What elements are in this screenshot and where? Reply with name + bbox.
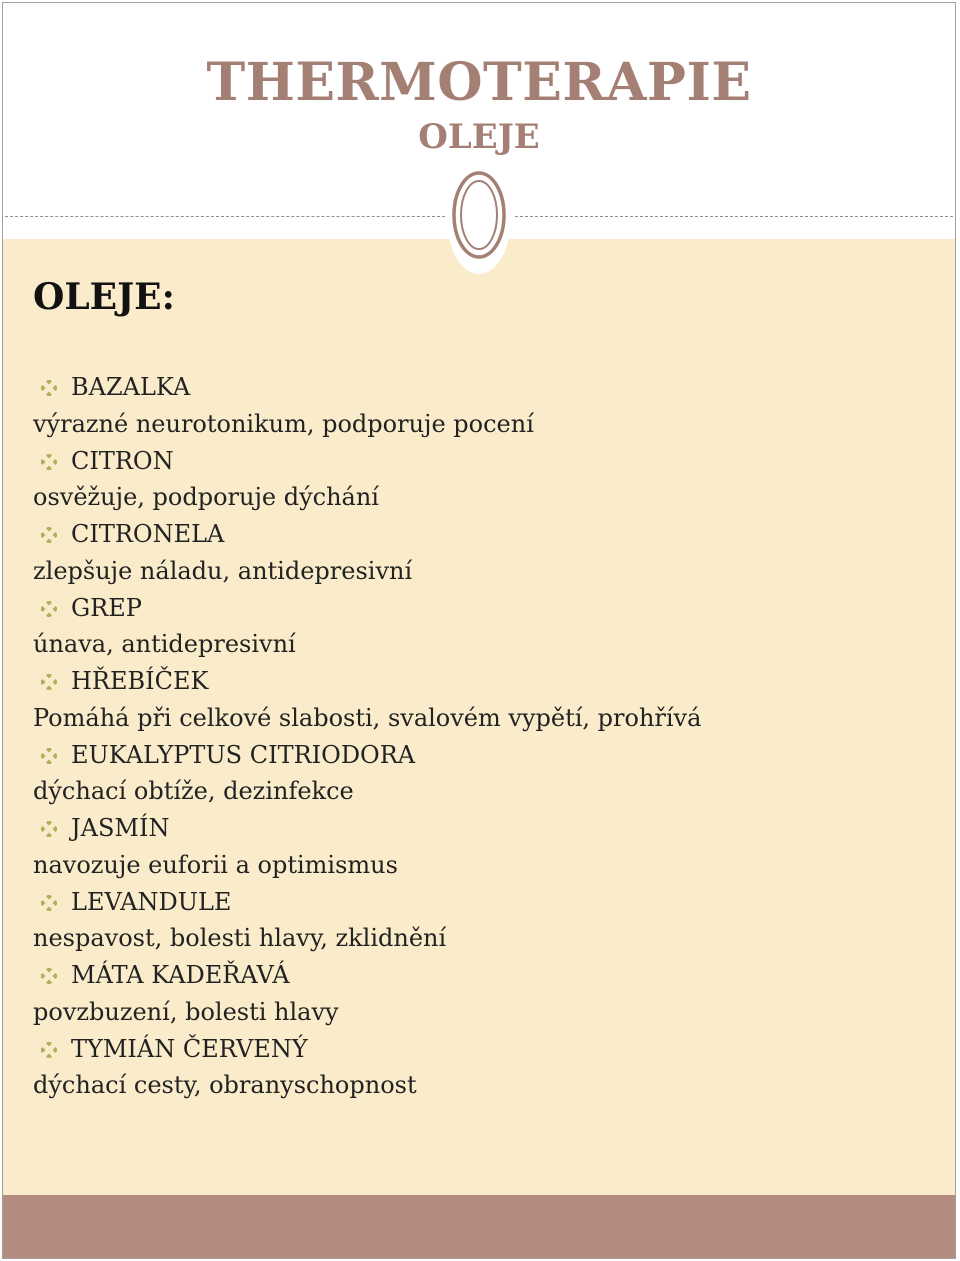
oil-item (33, 957, 913, 994)
diamond-bullet-icon (41, 454, 57, 470)
oil-description: Pomáhá při celkové slabosti, svalovém vypětí, prohřívá (33, 703, 702, 732)
slide (2, 2, 956, 1259)
diamond-bullet-icon (41, 821, 57, 837)
diamond-bullet-icon (41, 674, 57, 690)
divider-left (5, 216, 445, 217)
oil-name: CITRONELA (71, 520, 225, 548)
diamond-bullet-icon (41, 1042, 57, 1058)
oil-item (33, 516, 913, 553)
diamond-bullet-icon (41, 527, 57, 543)
oval-medallion-icon (447, 171, 511, 275)
oil-item (33, 1031, 913, 1068)
oil-item (33, 369, 913, 406)
slide-title: THERMOTERAPIE (206, 52, 752, 113)
section-heading: OLEJE: (33, 276, 175, 318)
footer-band (3, 1195, 955, 1258)
oil-description: navozuje euforii a optimismus (33, 850, 398, 879)
oil-description: zlepšuje náladu, antidepresivní (33, 556, 413, 585)
oil-description: únava, antidepresivní (33, 630, 296, 659)
slide-subtitle: OLEJE (418, 117, 540, 157)
oil-item (33, 737, 913, 774)
oil-name: JASMÍN (71, 814, 170, 842)
oil-list (33, 369, 913, 1104)
diamond-bullet-icon (41, 748, 57, 764)
divider-right (515, 216, 953, 217)
oil-description: dýchací obtíže, dezinfekce (33, 777, 354, 806)
oil-description: povzbuzení, bolesti hlavy (33, 997, 339, 1026)
oil-name: TYMIÁN ČERVENÝ (71, 1034, 308, 1063)
oil-name: MÁTA KADEŘAVÁ (71, 961, 290, 989)
oil-name: GREP (71, 593, 142, 622)
oil-description: výrazné neurotonikum, podporuje pocení (33, 409, 534, 438)
oil-name: CITRON (71, 446, 174, 475)
oil-description: dýchací cesty, obranyschopnost (33, 1071, 417, 1100)
oil-name: LEVANDULE (71, 887, 232, 916)
oil-item (33, 590, 913, 627)
diamond-bullet-icon (41, 601, 57, 617)
oil-item (33, 884, 913, 921)
diamond-bullet-icon (41, 968, 57, 984)
oil-item (33, 810, 913, 847)
oil-name: HŘEBÍČEK (71, 667, 209, 695)
oil-item (33, 663, 913, 700)
oil-description: osvěžuje, podporuje dýchání (33, 483, 379, 512)
oil-description: nespavost, bolesti hlavy, zklidnění (33, 924, 447, 953)
diamond-bullet-icon (41, 380, 57, 396)
diamond-bullet-icon (41, 895, 57, 911)
oil-item (33, 443, 913, 480)
oil-name: BAZALKA (71, 373, 191, 401)
oil-name: EUKALYPTUS CITRIODORA (71, 740, 416, 769)
